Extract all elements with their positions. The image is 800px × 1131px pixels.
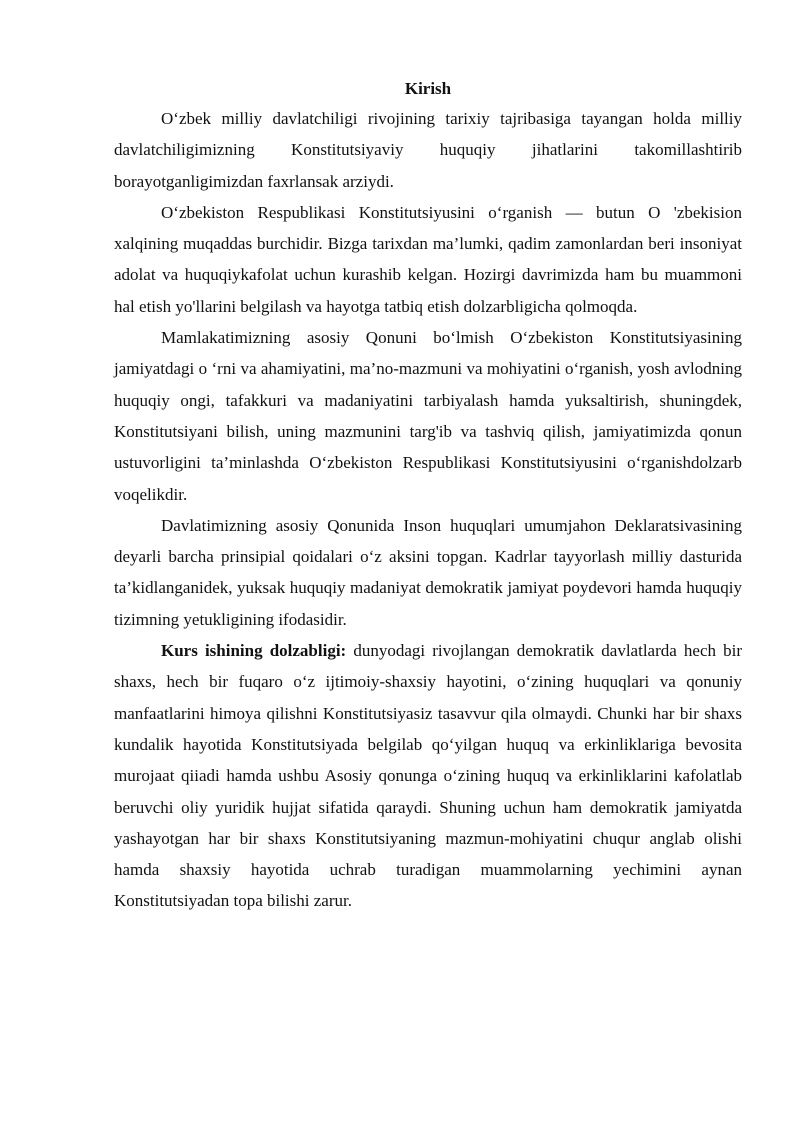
paragraph-constitution-study: O‘zbekiston Respublikasi Konstitutsiyusini o‘rganish — butun O 'zbekision xalqining muqaddas burchidir. Bizga tarixdan ma’lumki, qadim zamonlardan beri insoniyat adolat va huquqiykafolat uchun kurashib kelgan. Hozirgi davrimizda ham bu muammoni hal etish yo'llarini belgilash va hayotga tatbiq etish dolzarbligicha qolmoqda. [114, 202, 742, 316]
document-title: Kirish [404, 79, 452, 98]
relevance-lead-label: Kurs ishining dolzabligi: [161, 641, 347, 661]
paragraph-relevance [114, 635, 742, 917]
paragraph-basic-law: Mamlakatimizning asosiy Qonuni bo‘lmish O‘zbekiston Konstitutsiyasining jamiyatdagi o ‘rni va ahamiyatini, ma’no-mazmuni va mohiyatini o‘rganish, yosh avlodning huquqiy ongi, tafakkuri va madaniyatini tarbiyalash hamda yuksaltirish, shuningdek, Konstitutsiyani bilish, uning mazmunini targ'ib va tashviq qilish, jamiyatimizda qonun ustuvorligini ta’minlashda O‘zbekiston Respublikasi Konstitutsiyusini o‘rganishdolzarb voqelikdir. [114, 328, 742, 504]
paragraph-intro: O‘zbek milliy davlatchiligi rivojining tarixiy tajribasiga tayangan holda milliy davlatchiligimizning Konstitutsiyaviy huquqiy jihatlarini takomillashtirib borayotganligimizdan faxrlansak arziydi. [114, 109, 742, 191]
paragraph-human-rights: Davlatimizning asosiy Qonunida Inson huquqlari umumjahon Deklaratsivasining deyarli barcha prinsipial qoidalari o‘z aksini topgan. Kadrlar tayyorlash milliy dasturida ta’kidlanganidek, yuksak huquqiy madaniyat demokratik jamiyat poydevori hamda huquqiy tizimning yetukligining ifodasidir. [114, 515, 742, 629]
relevance-body-text: dunyodagi rivojlangan demokratik davlatlarda hech bir shaxs, hech bir fuqaro o‘z ijtimoiy-shaxsiy hayotini, o‘zining huquqlari va qonuniy manfaatlarini himoya qilishni Konstitutsiyasiz tasavvur qila olmaydi. Chunki har bir shaxs kundalik hayotida Konstitutsiyada belgilab qo‘yilgan huquq va erkinliklariga bevosita murojaat qiiadi hamda ushbu Asosiy qonunga o‘zining huquq va erkinliklarini kafolatlab beruvchi oliy yuridik hujjat sifatida qaraydi. Shuning uchun ham demokratik jamiyatda yashayotgan har bir shaxs Konstitutsiyaning mazmun-mohiyatini chuqur anglab olishi hamda shaxsiy hayotida uchrab turadigan muammolarning yechimini aynan Konstitutsiyadan topa bilishi zarur. [114, 641, 742, 911]
document-page [114, 75, 742, 917]
